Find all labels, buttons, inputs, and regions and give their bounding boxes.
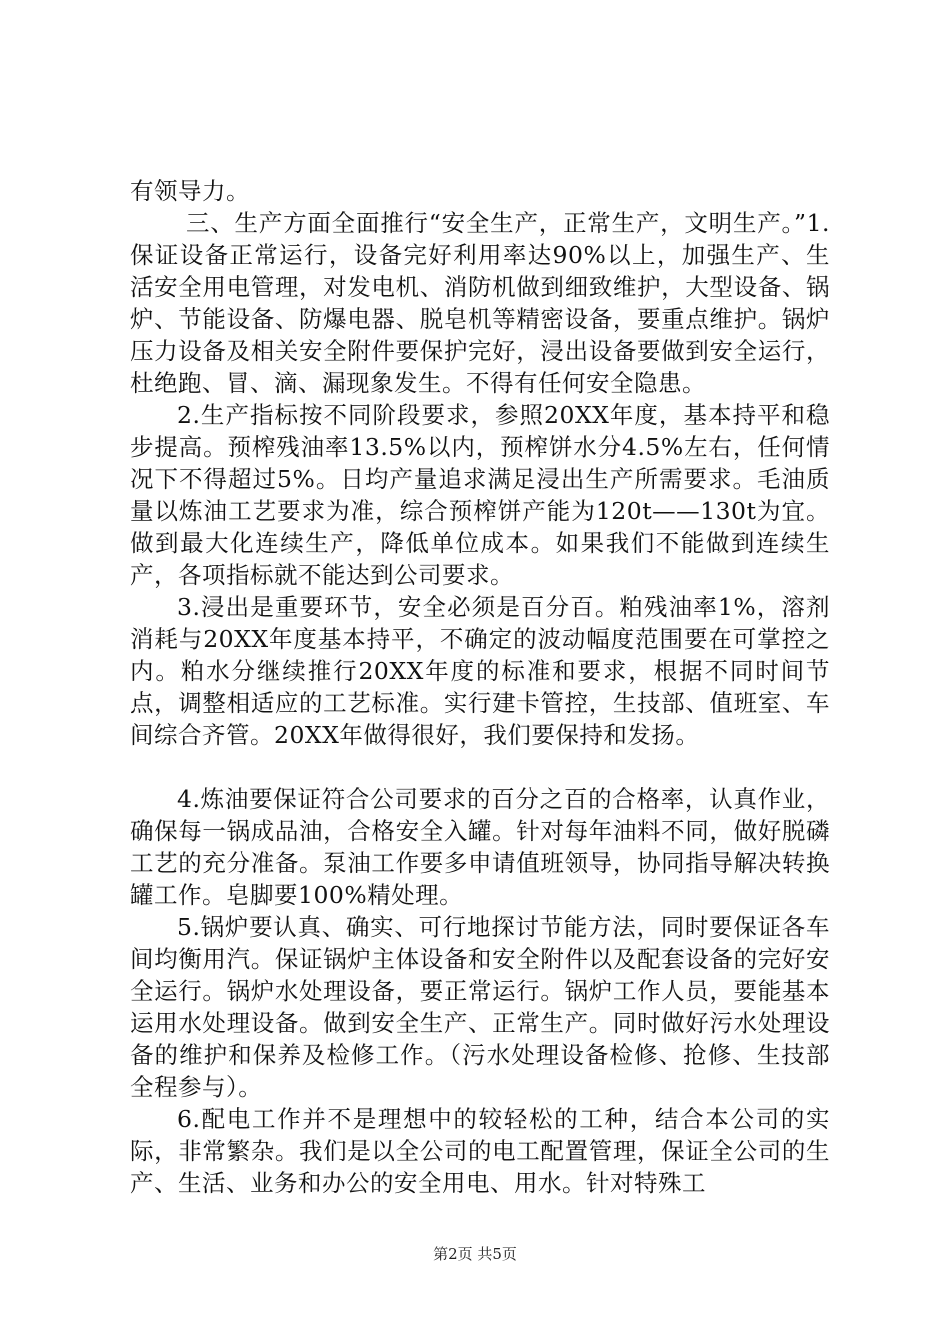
paragraph-item-6: 6.配电工作并不是理想中的较轻松的工种，结合本公司的实际，非常繁杂。我们是以全公司的电工配置管理，保证全公司的生产、生活、业务和办公的安全用电、用水。针对特殊工 xyxy=(130,1105,830,1197)
paragraph-item-2: 2.生产指标按不同阶段要求，参照20XX年度，基本持平和稳步提高。预榨残油率13.5%以内，预榨饼水分4.5%左右，任何情况下不得超过5%。日均产量追求满足浸出生产所需要求。毛油质量以炼油工艺要求为准，综合预榨饼产能为120t——130t为宜。做到最大化连续生产，降低单位成本。如果我们不能做到连续生产，各项指标就不能达到公司要求。 xyxy=(130,401,830,589)
paragraph-item-3: 3.浸出是重要环节，安全必须是百分百。粕残油率1%，溶剂消耗与20XX年度基本持平，不确定的波动幅度范围要在可掌控之内。粕水分继续推行20XX年度的标准和要求，根据不同时间节点，调整相适应的工艺标准。实行建卡管控，生技部、值班室、车间综合齐管。20XX年做得很好，我们要保持和发扬。 xyxy=(130,593,830,749)
paragraph-item-5: 5.锅炉要认真、确实、可行地探讨节能方法，同时要保证各车间均衡用汽。保证锅炉主体设备和安全附件以及配套设备的完好安全运行。锅炉水处理设备，要正常运行。锅炉工作人员，要能基本运用水处理设备。做到安全生产、正常生产。同时做好污水处理设备的维护和保养及检修工作。（污水处理设备检修、抢修、生技部全程参与）。 xyxy=(130,913,830,1101)
paragraph-spacer xyxy=(130,751,830,783)
paragraph-section-3: 三、生产方面全面推行“安全生产，正常生产，文明生产。”1.保证设备正常运行，设备完好利用率达90%以上，加强生产、生活安全用电管理，对发电机、消防机做到细致维护，大型设备、锅炉、节能设备、防爆电器、脱皂机等精密设备，要重点维护。锅炉压力设备及相关安全附件要保护完好，浸出设备要做到安全运行，杜绝跑、冒、滴、漏现象发生。不得有任何安全隐患。 xyxy=(130,209,830,397)
paragraph-item-4: 4.炼油要保证符合公司要求的百分之百的合格率，认真作业，确保每一锅成品油，合格安全入罐。针对每年油料不同，做好脱磷工艺的充分准备。泵油工作要多申请值班领导，协同指导解决转换罐工作。皂脚要100%精处理。 xyxy=(130,785,830,909)
document-body xyxy=(130,175,830,1199)
page-footer: 第2页 共5页 xyxy=(433,1245,517,1263)
paragraph-leadership: 有领导力。 xyxy=(130,177,250,205)
